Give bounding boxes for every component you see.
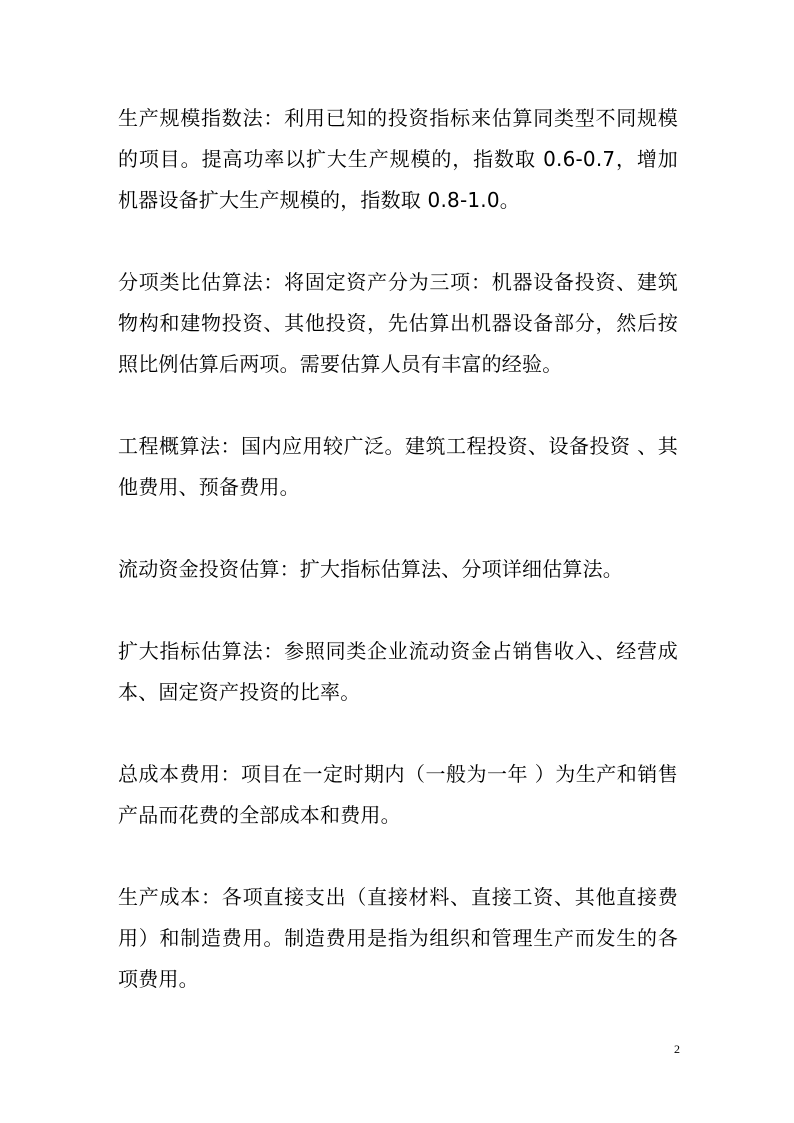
paragraph-spacer [118,836,678,877]
paragraph-total-cost: 总成本费用：项目在一定时期内（一般为一年 ）为生产和销售产品而花费的全部成本和费用。 [118,762,678,827]
paragraph-production-scale-index-method: 生产规模指数法：利用已知的投资指标来估算同类型不同规模的项目。提高功率以扩大生产规模的，指数取 0.6-0.7，增加机器设备扩大生产规模的，指数取 0.8-1.0。 [118,106,678,212]
paragraph-spacer [118,590,678,631]
paragraph-itemized-analogy-method: 分项类比估算法：将固定资产分为三项：机器设备投资、建筑物构和建物投资、其他投资，先估算出机器设备部分，然后按照比例估算后两项。需要估算人员有丰富的经验。 [118,270,678,376]
paragraph-spacer [118,508,678,549]
page-number: 2 [674,1042,680,1056]
paragraph-spacer [118,385,678,426]
paragraph-engineering-estimate-method: 工程概算法：国内应用较广泛。建筑工程投资、设备投资 、其他费用、预备费用。 [118,434,678,499]
paragraph-working-capital-estimate: 流动资金投资估算：扩大指标估算法、分项详细估算法。 [118,557,623,581]
paragraph-spacer [118,713,678,754]
paragraph-spacer [118,221,678,262]
paragraph-expanded-index-method: 扩大指标估算法：参照同类企业流动资金占销售收入、经营成本、固定资产投资的比率。 [118,639,678,704]
paragraph-production-cost: 生产成本：各项直接支出（直接材料、直接工资、其他直接费用）和制造费用。制造费用是指为组织和管理生产而发生的各项费用。 [118,885,678,991]
document-body [118,98,678,1000]
